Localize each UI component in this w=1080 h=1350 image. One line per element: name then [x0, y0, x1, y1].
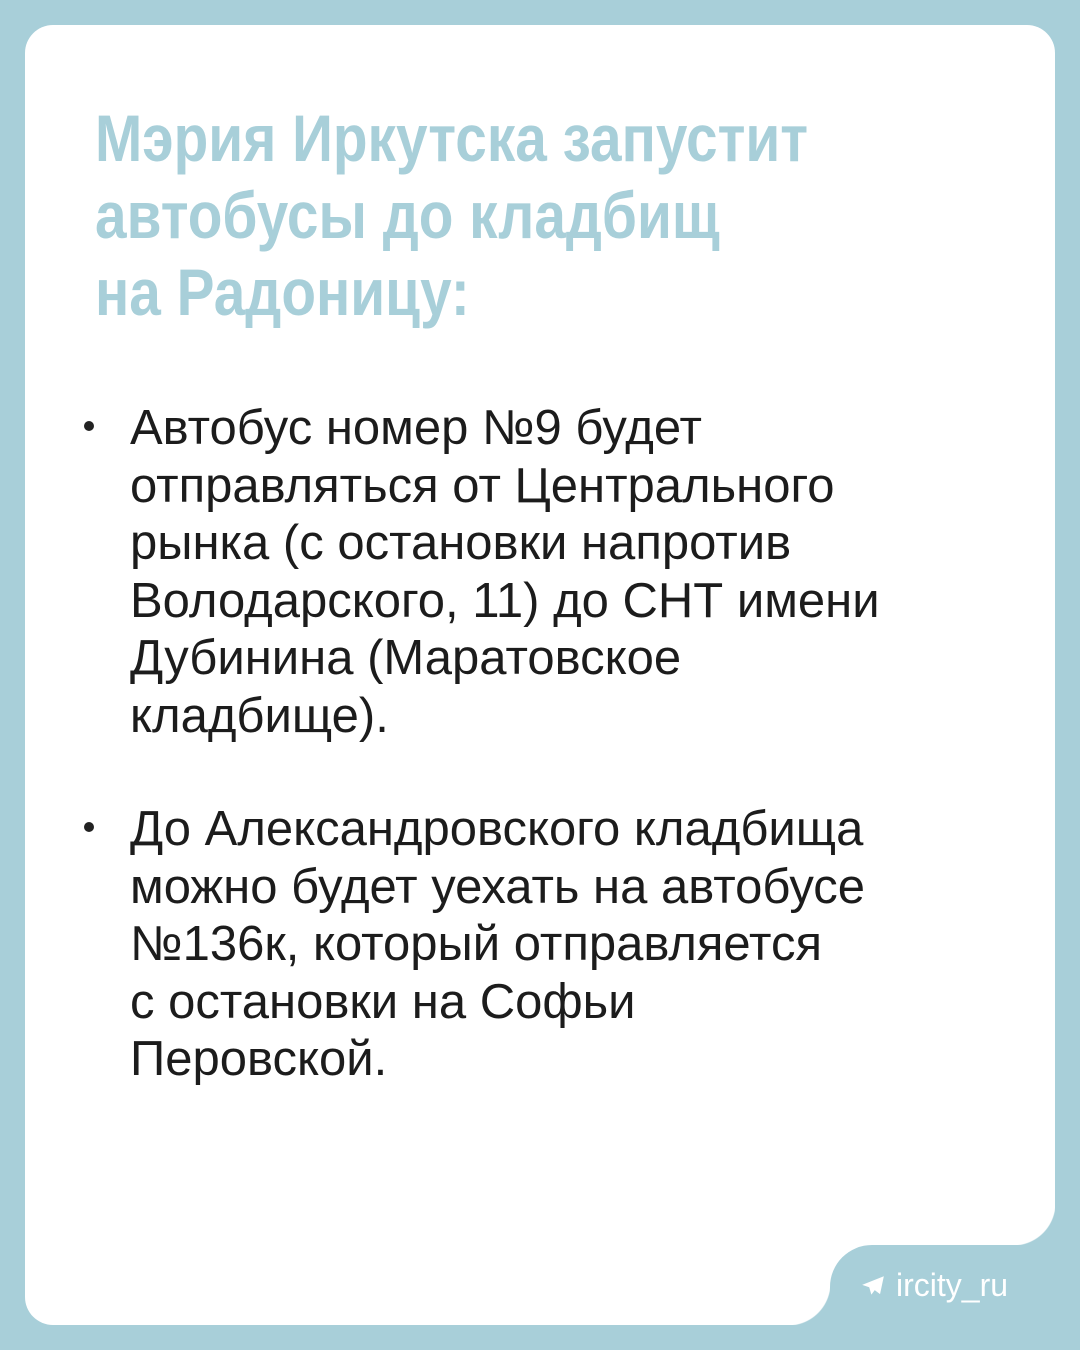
bullet-line: Володарского, 11) до СНТ имени — [130, 573, 880, 628]
headline — [95, 100, 808, 331]
telegram-icon — [860, 1273, 886, 1299]
bullet-line: с остановки на Софьи — [130, 974, 636, 1029]
channel-tag[interactable] — [830, 1245, 1080, 1350]
bullet-item — [80, 801, 1040, 1089]
bullet-line: кладбище). — [130, 688, 389, 743]
bullet-line: Перовской. — [130, 1032, 388, 1086]
bullet-line: рынка (с остановки напротив — [130, 516, 792, 570]
channel-handle: ircity_ru — [896, 1267, 1009, 1303]
tag-corner-curve — [788, 1283, 830, 1325]
bullet-list — [80, 400, 1040, 1145]
headline-line: Мэрия Иркутска запустит — [95, 101, 809, 175]
bullet-line: До Александровского кладбища — [130, 802, 864, 856]
bullet-text — [130, 400, 1040, 745]
bullet-line: можно будет уехать на автобусе — [130, 859, 866, 914]
bullet-line: Автобус номер №9 будет — [130, 401, 702, 455]
headline-line: на Радоницу: — [95, 255, 470, 329]
bullet-dot-icon — [84, 421, 94, 431]
bullet-line: Дубинина (Маратовское — [130, 631, 682, 685]
tag-corner-curve — [1013, 1203, 1055, 1245]
bullet-item — [80, 400, 1040, 745]
bullet-text — [130, 801, 1040, 1089]
bullet-line: отправляться от Центрального — [130, 458, 835, 513]
bullet-dot-icon — [84, 822, 94, 832]
headline-line: автобусы до кладбищ — [95, 178, 720, 252]
bullet-line: №136к, который отправляется — [130, 917, 822, 971]
